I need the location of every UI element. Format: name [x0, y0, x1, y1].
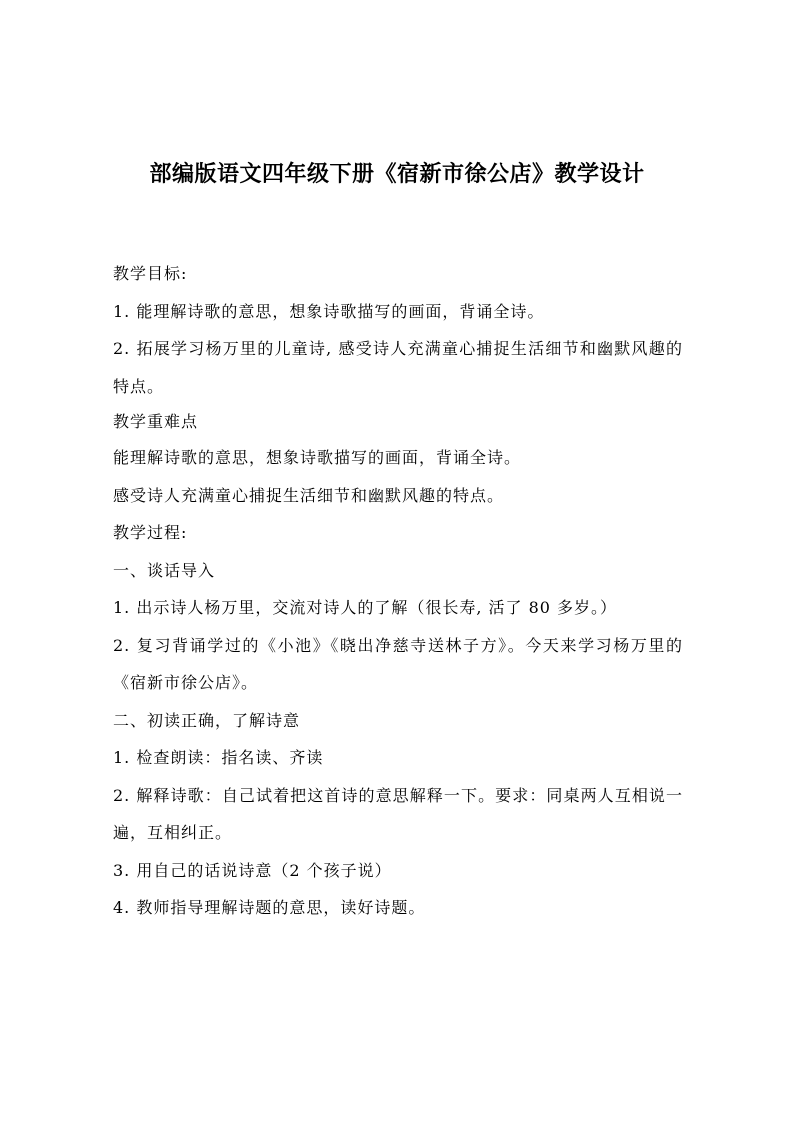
- process-step-1-heading: 一、谈话导入: [113, 560, 216, 580]
- process-step-2-heading: 二、初读正确，了解诗意: [113, 710, 301, 730]
- process-step-2-item-1: 1. 检查朗读：指名读、齐读: [113, 748, 324, 767]
- objective-item-1: 1. 能理解诗歌的意思，想象诗歌描写的画面，背诵全诗。: [113, 301, 545, 321]
- process-step-2-item-3: 3. 用自己的话说诗意（2 个孩子说）: [113, 860, 392, 880]
- process-step-2-item-4: 4. 教师指导理解诗题的意思，读好诗题。: [113, 898, 426, 917]
- process-step-2-item-2: 2. 解释诗歌：自己试着把这首诗的意思解释一下。要求：同桌两人互相说一遍，互相纠正。: [113, 785, 683, 842]
- section-heading-key-points: 教学重难点: [113, 412, 199, 431]
- section-heading-objectives: 教学目标:: [113, 264, 188, 283]
- document-title: 部编版语文四年级下册《宿新市徐公店》教学设计: [149, 162, 645, 187]
- objective-item-2: 2. 拓展学习杨万里的儿童诗, 感受诗人充满童心捕捉生活细节和幽默风趣的特点。: [113, 339, 683, 396]
- process-step-1-item-1: 1. 出示诗人杨万里，交流对诗人的了解（很长寿, 活了 80 多岁。）: [113, 598, 618, 617]
- document-body: [113, 255, 683, 927]
- key-point-2: 感受诗人充满童心捕捉生活细节和幽默风趣的特点。: [113, 485, 505, 505]
- process-step-1-item-2: 2. 复习背诵学过的《小池》《晓出净慈寺送林子方》。今天来学习杨万里的《宿新市徐公店》。: [113, 635, 683, 692]
- key-point-1: 能理解诗歌的意思，想象诗歌描写的画面，背诵全诗。: [113, 448, 522, 467]
- section-heading-process: 教学过程:: [113, 523, 188, 542]
